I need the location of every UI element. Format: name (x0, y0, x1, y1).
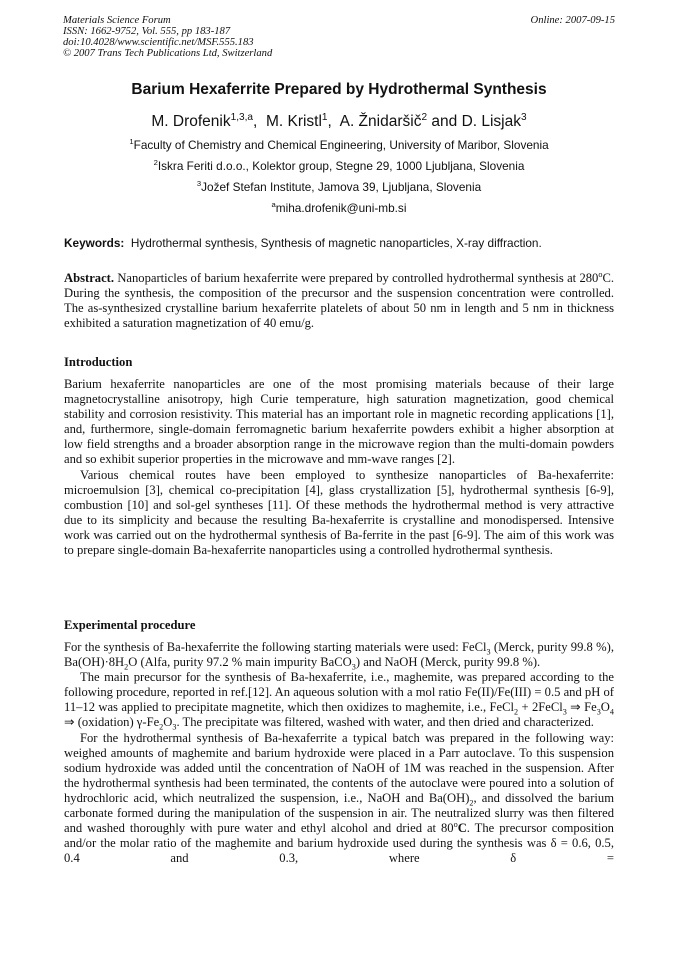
section-heading-introduction: Introduction (64, 355, 133, 369)
experimental-body (64, 640, 614, 866)
author-email[interactable]: $^a$miha.drofenik@uni-mb.si (271, 200, 407, 215)
author-sup: 1,3,a (230, 111, 254, 123)
keywords (64, 236, 542, 250)
paragraph: Various chemical routes have been employed to synthesize nanoparticles of Ba-hexaferrite: microemulsion [3], chemical co-precipitation [4], glass crystallization [5], hydrothermal synthesis [6-9], combustion [10] and sol-gel syntheses [11]. Of these methods the hydrothermal method is very attractive due to its simplicity and because the resulting Ba-hexaferrite is crystalline and monodispersed. Intensive work was carried out on the hydrothermal synthesis of Ba-ferrite in the past [6-9]. The aim of this work was to prepare single-domain Ba-hexaferrite nanoparticles using a controlled hydrothermal synthesis. (64, 467, 614, 558)
affiliation-2: $^2$Iskra Feriti d.o.o., Kolektor group, Stegne 29, 1000 Ljubljana, Slovenia (153, 158, 525, 173)
author-name: M. Drofenik (151, 113, 231, 130)
author-name: A. Žnidaršič (339, 113, 422, 130)
introduction-body (64, 377, 614, 558)
journal-name: Materials Science Forum (63, 15, 171, 26)
author-name: M. Kristl (265, 113, 322, 130)
authors-and: and (431, 113, 458, 130)
author-name: D. Lisjak (461, 113, 521, 130)
paragraph: The main precursor for the synthesis of Ba-hexaferrite, i.e., maghemite, was prepared according to the following procedure, reported in ref.[12]. An aqueous solution with a mol ratio Fe(II)/Fe(III) = 0.5 and pH of 11–12 was applied to precipitate magnetite, which then oxidizes to maghemite, i.e., FeCl$_2$ + 2FeCl$_3$ ⇒ $Fe_3O_4$ ⇒ (oxidation) $\gamma-Fe_2O_3$. The precipitate was filtered, washed with water, and then dried and characterized. (64, 670, 614, 732)
doi-line[interactable]: doi:10.4028/www.scientific.net/MSF.555.183 (63, 37, 254, 48)
affiliation-1: $^1$Faculty of Chemistry and Chemical Engineering, University of Maribor, Slovenia (129, 137, 549, 152)
paragraph: Barium hexaferrite nanoparticles are one of the most promising materials because of their large magnetocrystalline anisotropy, high Curie temperature, high saturation magnetization, good chemical stability and corrosion resistivity. This material has an important role in magnetic recording applications [1], and, furthermore, single-domain ferromagnetic barium hexaferrite powders exhibit a higher absorption at low field strengths and a broader absorption range in the microwave region than the multi-domain powders and so exhibit superior properties in the microwave and mm-wave ranges [2]. (64, 377, 614, 467)
abstract-label: Abstract. (64, 271, 115, 285)
section-heading-experimental: Experimental procedure (64, 618, 196, 632)
keywords-label: Keywords: (64, 236, 125, 250)
author-sup: 1 (321, 111, 328, 123)
paper-title: Barium Hexaferrite Prepared by Hydrothermal Synthesis (131, 81, 547, 98)
author-sup: 2 (421, 111, 428, 123)
online-date: Online: 2007-09-15 (530, 15, 615, 26)
copyright-line: © 2007 Trans Tech Publications Ltd, Switzerland (63, 48, 273, 59)
paragraph: For the hydrothermal synthesis of Ba-hexaferrite a typical batch was prepared in the following way: weighed amounts of maghemite and barium hydroxide were placed in a Parr autoclave. To this suspension sodium hydroxide was added until the concentration of NaOH of 1M was reached in the suspension. After the hydrothermal synthesis had been terminated, the contents of the autoclave were poured into a solution of hydrochloric acid, which neutralized the suspension, i.e., NaOH and $Ba(OH)_2$, and dissolved the barium carbonate formed during the manipulation of the suspension in air. The neutralized slurry was then filtered and washed thoroughly with pure water and ethyl alcohol and dried at 80$^o$C. The precursor composition and/or the molar ratio of the maghemite and barium hydroxide used during the synthesis was δ = 0.6, 0.5, 0.4 and 0.3, where δ = (64, 730, 614, 866)
paragraph: For the synthesis of Ba-hexaferrite the following starting materials were used: FeCl$_3$ (Merck, purity 99.8 %), $Ba(OH)\cdot 8H_2O$ (Alfa, purity 97.2 % main impurity BaCO$_3$) and NaOH (Merck, purity 99.8 %). (64, 640, 614, 672)
keywords-text: Hydrothermal synthesis, Synthesis of magnetic nanoparticles, X-ray diffraction. (130, 236, 542, 250)
abstract: Abstract. Nanoparticles of barium hexaferrite were prepared by controlled hydrothermal synthesis at 280$^o$C. During the synthesis, the composition of the precursor and the suspension concentration were controlled. The as-synthesized crystalline barium hexaferrite platelets of about 50 nm in length and 5 nm in thickness exhibited a saturation magnetization of 40 emu/g. (64, 269, 614, 331)
affiliation-3: $^3$Jožef Stefan Institute, Jamova 39, Ljubljana, Slovenia (196, 179, 482, 194)
author-list: M. Drofenik$^{1,3,a}$, M. Kristl$^1$, A. Žnidaršič$^2$ and D. Lisjak$^3$ (151, 111, 527, 130)
journal-header (63, 15, 615, 59)
issn-line: ISSN: 1662-9752, Vol. 555, pp 183-187 (63, 26, 231, 37)
author-sup: 3 (521, 111, 527, 123)
